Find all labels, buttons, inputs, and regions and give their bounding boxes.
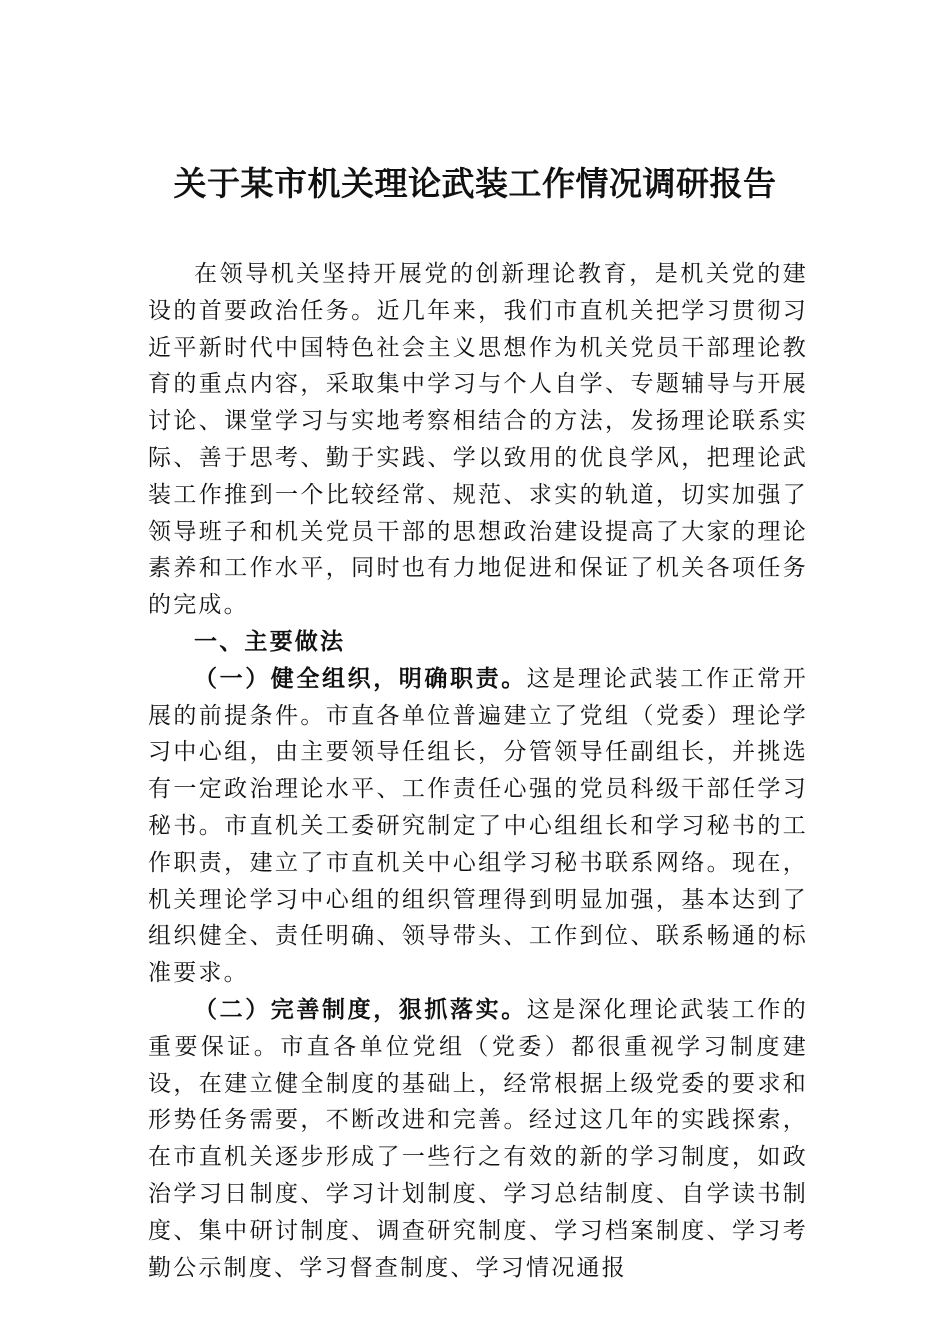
item-1-paragraph [148,661,808,992]
document-body [148,256,808,1286]
item-1-lead: （一）健全组织，明确职责。 [194,665,527,692]
section-heading-main-practices: 一、主要做法 [194,628,346,655]
item-2-lead: （二）完善制度，狠抓落实。 [194,996,527,1023]
intro-paragraph: 在领导机关坚持开展党的创新理论教育，是机关党的建设的首要政治任务。近几年来，我们市直机关把学习贯彻习近平新时代中国特色社会主义思想作为机关党员干部理论教育的重点内容，采取集中学习与个人自学、专题辅导与开展讨论、课堂学习与实地考察相结合的方法，发扬理论联系实际、善于思考、勤于实践、学以致用的优良学风，把理论武装工作推到一个比较经常、规范、求实的轨道，切实加强了领导班子和机关党员干部的思想政治建设提高了大家的理论素养和工作水平，同时也有力地促进和保证了机关各项任务的完成。 [148,261,808,619]
item-2-body: 这是深化理论武装工作的重要保证。市直各单位党组（党委）都很重视学习制度建设，在建立健全制度的基础上，经常根据上级党委的要求和形势任务需要，不断改进和完善。经过这几年的实践探索，在市直机关逐步形成了一些行之有效的新的学习制度，如政治学习日制度、学习计划制度、学习总结制度、自学读书制度、集中研讨制度、调查研究制度、学习档案制度、学习考勤公示制度、学习督查制度、学习情况通报 [148,996,808,1281]
item-1-body: 这是理论武装工作正常开展的前提条件。市直各单位普遍建立了党组（党委）理论学习中心组，由主要领导任组长，分管领导任副组长，并挑选有一定政治理论水平、工作责任心强的党员科级干部任学习秘书。市直机关工委研究制定了中心组组长和学习秘书的工作职责，建立了市直机关中心组学习秘书联系网络。现在，机关理论学习中心组的组织管理得到明显加强，基本达到了组织健全、责任明确、领导带头、工作到位、联系畅通的标准要求。 [148,665,808,987]
item-2-paragraph [148,992,808,1286]
document-title: 关于某市机关理论武装工作情况调研报告 [173,164,777,203]
